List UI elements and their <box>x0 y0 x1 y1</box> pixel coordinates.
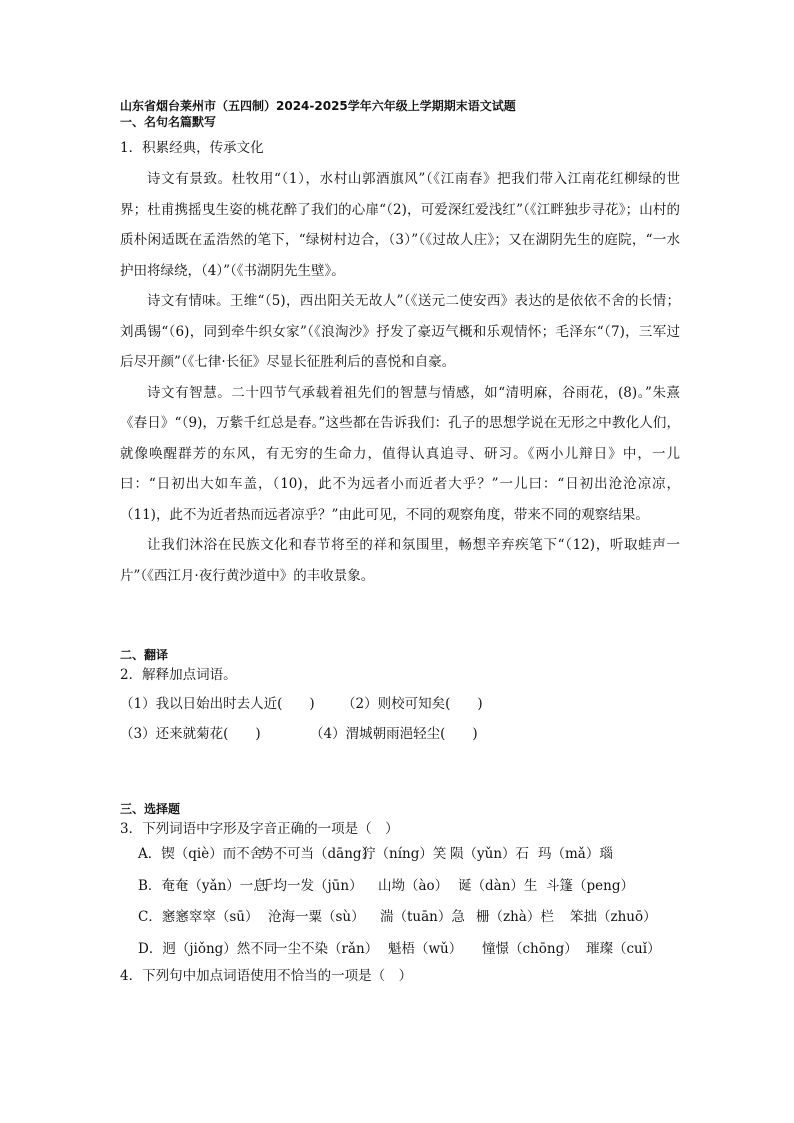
section-heading-dictation: 一、名句名篇默写 <box>120 115 217 129</box>
section-heading-choice: 三、选择题 <box>120 802 181 816</box>
q3-b-word-2: 千均一发（jūn） <box>260 877 363 894</box>
q3-option-d <box>120 934 680 966</box>
q2-row-1 <box>120 689 680 719</box>
q2-item-1: （1）我以日始出时去人近( ) <box>120 696 315 712</box>
q2-item-4: （4）渭城朝雨浥轻尘( ) <box>310 726 478 742</box>
q3-a-word-5: 玛（mǎ）瑙 <box>538 846 613 862</box>
exam-page <box>120 98 680 987</box>
question-3: 3．下列词语中字形及字音正确的一项是（ ） <box>120 821 399 837</box>
q3-c-word-4: 栅（zhà）栏 <box>476 909 554 925</box>
q3-c-word-3: 湍（tuān）急 <box>380 909 465 925</box>
q1-paragraph-wisdom: 诗文有智慧。二十四节气承载着祖先们的智慧与情感，如“清明麻，谷雨花，(8)。”朱熹《春日》“（9)，万紫千红总是春。”这些都在告诉我们：孔子的思想学说在无形之中教化人们，就像唤醒群芳的东风，有无穷的生命力，值得认真追寻、研习。《两小儿辩日》中，一儿曰：“日初出大如车盖，（10)，此不为远者小而近者大乎？”一儿曰：“日初出沧沧凉凉，（11)，此不为近者热而远者凉乎？”由此可见，不同的观察角度，带来不同的观察结果。 <box>120 384 680 523</box>
q1-paragraph-emotion: 诗文有情味。王维“（5)，西出阳关无故人”（《送元二使安西》表达的是依依不舍的长情；刘禹锡“（6)，同到牵牛织女家”（《浪淘沙》抒发了豪迈气概和乐观情怀；毛泽东“（7)，三军过后尽开颜”（《七律·长征》尽显长征胜利后的喜悦和自豪。 <box>120 293 680 370</box>
q3-d-word-4: 憧憬（chōng） <box>482 940 578 957</box>
q2-row-2 <box>120 719 680 749</box>
q3-a-word-1: A．锲（qiè）而不舍 <box>138 846 264 862</box>
q3-option-c <box>120 902 680 934</box>
q3-b-word-4: 诞（dàn）生 <box>458 877 538 894</box>
q3-b-word-3: 山坳（ào） <box>378 877 449 894</box>
q2-item-3: （3）还来就菊花( ) <box>120 726 261 742</box>
q3-a-word-3: 狞（níng）笑 <box>362 846 447 862</box>
section-heading-translation: 二、翻译 <box>120 648 169 662</box>
q3-c-word-1: C．窸窸窣窣（sū） <box>138 909 259 925</box>
q3-d-word-1: D．迥（jiǒng）然不同 <box>138 940 278 957</box>
q3-a-word-2: 势不可当（dāng） <box>260 846 376 862</box>
exam-title: 山东省烟台莱州市（五四制）2024-2025学年六年级上学期期末语文试题 <box>120 99 516 113</box>
q3-b-word-5: 斗篷（peng） <box>546 877 634 894</box>
q2-item-2: （2）则校可知矣( ) <box>342 696 483 712</box>
q3-d-word-5: 璀璨（cuǐ） <box>586 940 661 957</box>
q3-c-word-2: 沧海一粟（sù） <box>268 909 365 925</box>
question-1: 1．积累经典，传承文化 <box>120 140 264 156</box>
q3-option-b <box>120 871 680 903</box>
question-2: 2．解释加点词语。 <box>120 667 237 683</box>
q3-a-word-4: 陨（yǔn）石 <box>450 846 530 862</box>
q1-paragraph-festival: 让我们沐浴在民族文化和春节将至的祥和氛围里，畅想辛弃疾笔下“（12)，听取蛙声一片”（《西江月·夜行黄沙道中》的丰收景象。 <box>120 537 680 584</box>
q3-option-a <box>120 839 680 871</box>
q1-paragraph-scenery: 诗文有景致。杜牧用“（1），水村山郭酒旗风”（《江南春》把我们带入江南花红柳绿的世界；杜甫携摇曳生姿的桃花醉了我们的心扉“（2)，可爱深红爱浅红”（《江畔独步寻花》；山村的质朴闲适既在孟浩然的笔下，“绿树村边合，（3）”（《过故人庄》；又在湖阴先生的庭院，“一水护田将绿绕，（4）”（《书湖阴先生壁》。 <box>120 171 680 279</box>
q3-d-word-2: 一尘不染（rǎn） <box>274 940 379 957</box>
q3-b-word-1: B．奄奄（yǎn）一息 <box>138 877 267 894</box>
question-4: 4．下列句中加点词语使用不恰当的一项是（ ） <box>120 968 413 984</box>
q3-d-word-3: 魁梧（wǔ） <box>388 940 463 957</box>
q3-c-word-5: 笨拙（zhuō） <box>570 909 657 925</box>
